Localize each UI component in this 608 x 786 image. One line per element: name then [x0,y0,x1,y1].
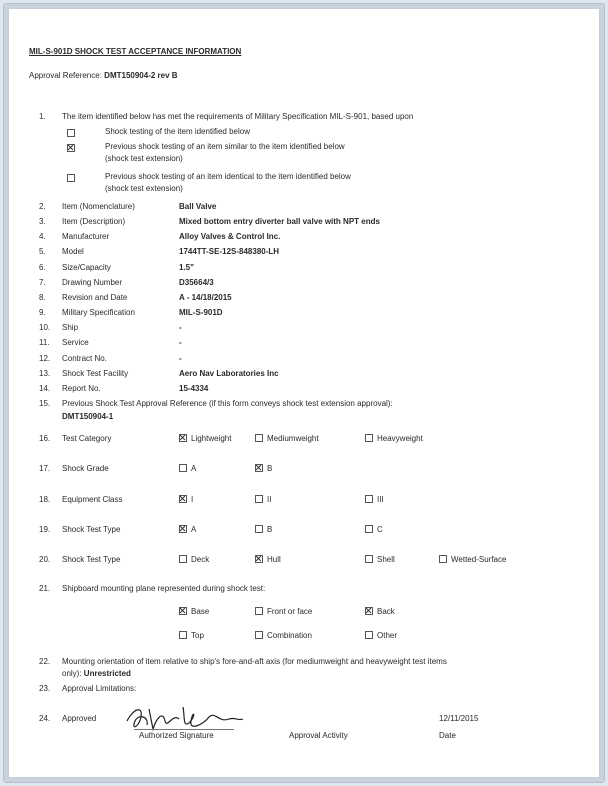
checkbox-label: Back [377,607,395,616]
option-text: (shock test extension) [105,184,183,193]
option-text: Shock testing of the item identified below [105,127,250,136]
choice-option [179,464,196,474]
choice-option [365,495,384,505]
field-label: Drawing Number [62,277,123,287]
field-label: Shock Test Type [62,555,121,564]
field-number: 4. [39,232,46,242]
field-label: Ship [62,323,79,333]
choice-option [255,495,271,505]
checkbox [179,555,187,563]
field-value: 1744TT-SE-12S-848380-LH [179,247,280,257]
field-number: 12. [39,353,51,363]
field-value: Mixed bottom entry diverter ball valve with NPT ends [179,217,380,227]
field-number: 16. [39,434,51,443]
checkbox-label: C [377,525,383,534]
choice-option [365,434,423,444]
choice-option [439,555,506,565]
signature-caption: Authorized Signature [139,731,214,740]
choice-option [255,464,272,474]
field-number: 3. [39,217,46,227]
checkbox [179,525,187,533]
checkbox [179,495,187,503]
checkbox-label: Deck [191,555,210,564]
field-label: Test Category [62,434,112,443]
field-value: A - 14/18/2015 [179,292,232,302]
field-value: - [179,338,182,348]
field-value: D35664/3 [179,277,214,287]
prefix: only): [62,669,82,678]
field-label: Report No. [62,383,101,393]
choice-option [255,434,319,444]
field-number: 6. [39,262,46,272]
choice-option [365,555,395,565]
field-number: 20. [39,555,51,564]
checkbox-label: A [191,464,197,473]
item-text-line2 [62,669,131,679]
choice-option [365,525,383,535]
checkbox [365,495,373,503]
field-label: Size/Capacity [62,262,111,272]
checkbox [255,607,263,615]
field-label: Equipment Class [62,495,123,504]
checkbox-label: Other [377,631,398,640]
field-label: Shock Grade [62,464,109,473]
checkbox-label: Wetted-Surface [451,555,507,564]
checkbox [255,495,263,503]
date-caption: Date [439,731,456,740]
field-label: Service [62,338,89,348]
field-number: 9. [39,308,46,318]
checkbox-label: B [267,464,273,473]
choice-option [179,525,196,535]
checkbox-label: Top [191,631,204,640]
field-number: 18. [39,495,51,504]
checkbox [179,464,187,472]
field-label: Item (Description) [62,217,126,227]
option-text: (shock test extension) [105,154,183,163]
field-label: Revision and Date [62,292,128,302]
field-number: 7. [39,277,46,287]
choice-option [179,555,209,565]
choice-option [255,555,281,565]
checkbox [67,174,75,182]
approval-reference-value: DMT150904-2 rev B [104,71,178,80]
field-value: Alloy Valves & Control Inc. [179,232,281,242]
choice-option [179,495,193,505]
field-value: 15-4334 [179,383,209,393]
field-label: Manufacturer [62,232,110,242]
checkbox-label: Base [191,607,210,616]
checkbox [67,144,75,152]
checkbox [179,631,187,639]
checkbox-label: Shell [377,555,395,564]
field-label: Shock Test Facility [62,368,129,378]
checkbox [255,631,263,639]
field-value: Aero Nav Laboratories Inc [179,368,279,378]
field-number: 8. [39,292,46,302]
checkbox-label: B [267,525,273,534]
checkbox-label: A [191,525,197,534]
document-title: MIL-S-901D SHOCK TEST ACCEPTANCE INFORMATION [29,47,242,56]
field-label: Military Specification [62,308,135,318]
signature-line [134,729,234,730]
field-number: 2. [39,202,46,211]
item-number: 15. [39,399,51,408]
checkbox [179,434,187,442]
checkbox [365,631,373,639]
field-label: Item (Nomenclature) [62,202,135,211]
field-number: 19. [39,525,51,534]
checkbox-label: II [267,495,272,504]
checkbox-label: Hull [267,555,281,564]
checkbox [255,525,263,533]
approval-date: 12/11/2015 [439,714,479,723]
mounting-option [365,607,395,617]
item-number: 1. [39,112,46,121]
approval-reference-label: Approval Reference: [29,71,102,80]
field-value: 1.5" [179,262,194,272]
item-text: The item identified below has met the requirements of Military Specification MIL-S-901, based upon [62,112,414,121]
approval-reference [29,71,178,81]
checkbox-label: III [377,495,384,504]
checkbox [255,434,263,442]
field-number: 5. [39,247,46,257]
item-number: 23. [39,684,51,693]
field-value: Ball Valve [179,202,217,211]
item-text: Mounting orientation of item relative to ship's fore-and-aft axis (for mediumweight and heavyweight test items [62,657,447,666]
checkbox-label: Front or face [267,607,313,616]
checkbox [255,464,263,472]
field-number: 13. [39,368,51,378]
checkbox-label: Mediumweight [267,434,319,443]
checkbox [67,129,75,137]
orientation-value: Unrestricted [83,669,131,678]
mounting-option [365,631,397,641]
field-value: - [179,323,182,333]
handwritten-signature [119,699,249,739]
checkbox [255,555,263,563]
field-number: 11. [39,338,50,348]
mounting-option [255,631,312,641]
mounting-option [255,607,312,617]
field-label: Model [62,247,84,257]
field-number: 10. [39,323,51,333]
checkbox-label: Heavyweight [377,434,423,443]
checkbox-label: Lightweight [191,434,232,443]
item-number: 24. [39,714,51,723]
checkbox-label: I [191,495,194,504]
checkbox [365,555,373,563]
field-label: Contract No. [62,353,107,363]
item-text: Approval Limitations: [62,684,137,693]
item-number: 22. [39,657,51,666]
item-text: Shipboard mounting plane represented during shock test: [62,584,266,593]
option-text: Previous shock testing of an item identical to the item identified below [105,172,351,181]
document-page [8,8,600,778]
field-number: 17. [39,464,51,473]
option-text: Previous shock testing of an item similar to the item identified below [105,142,345,151]
item-value: DMT150904-1 [62,412,114,421]
checkbox [365,607,373,615]
mounting-option [179,607,209,617]
item-text: Previous Shock Test Approval Reference (if this form conveys shock test extension approval): [62,399,393,408]
checkbox [365,525,373,533]
choice-option [255,525,272,535]
field-label: Shock Test Type [62,525,121,534]
checkbox [365,434,373,442]
checkbox [179,607,187,615]
checkbox [439,555,447,563]
approved-label: Approved [62,714,97,723]
field-value: MIL-S-901D [179,308,223,318]
field-value: - [179,353,182,363]
choice-option [179,434,231,444]
field-number: 14. [39,383,51,393]
mounting-option [179,631,204,641]
item-number: 21. [39,584,51,593]
activity-caption: Approval Activity [289,731,348,740]
checkbox-label: Combination [267,631,312,640]
